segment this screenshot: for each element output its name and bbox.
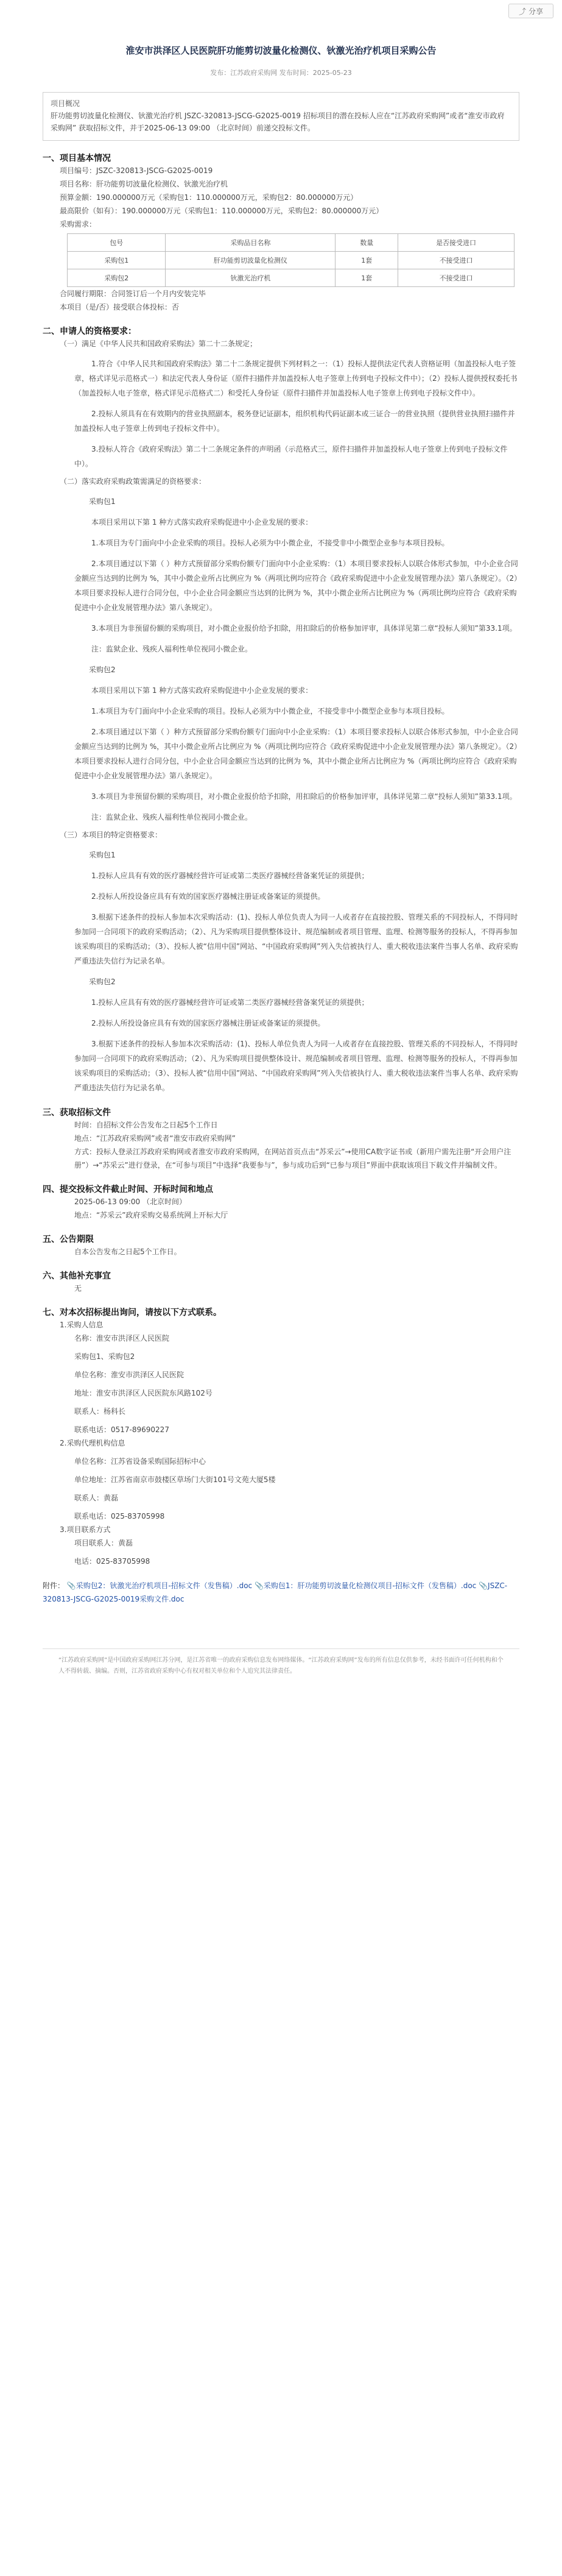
policy-paragraph: 1.本项目为专门面向中小企业采购的项目。投标人必须为中小微企业，不接受非中小微型企业参与本项目投标。 bbox=[91, 539, 449, 547]
publish-meta: 发布：江苏政府采购网 发布时间：2025-05-23 bbox=[210, 69, 352, 77]
attachments-label: 附件： bbox=[43, 1581, 65, 1590]
table-header: 包号 bbox=[68, 234, 166, 252]
consortium-policy: 本项目（是/否）接受联合体投标：否 bbox=[60, 303, 180, 311]
qualification-paragraph: 3.投标人符合《政府采购法》第二十二条规定条件的声明函（示范格式三，原件扫描件并加盖投标人电子签章上传到电子投标文件中）。 bbox=[74, 445, 508, 468]
table-cell: 肝功能剪切波量化检测仪 bbox=[166, 252, 335, 269]
project-contact: 项目联系人：黄磊 bbox=[74, 1539, 133, 1547]
table-cell: 1套 bbox=[335, 269, 398, 287]
package-label: 采购包2 bbox=[89, 978, 116, 986]
share-button[interactable] bbox=[508, 4, 553, 18]
purchaser-contact: 联系人：杨科长 bbox=[74, 1407, 126, 1416]
table-cell: 采购包2 bbox=[68, 269, 166, 287]
policy-note: 注：监狱企业、残疾人福利性单位视同小微企业。 bbox=[91, 813, 253, 821]
specific-requirement: 2.投标人所投设备应具有有效的国家医疗器械注册证或备案证的须提供。 bbox=[91, 892, 325, 901]
table-cell: 1套 bbox=[335, 252, 398, 269]
section-2-title: 二、申请人的资格要求： bbox=[43, 327, 136, 336]
policy-intro: 本项目采用以下第 1 种方式落实政府采购促进中小企业发展的要求： bbox=[91, 686, 313, 695]
section-4-title: 四、提交投标文件截止时间、开标时间和地点 bbox=[43, 1185, 213, 1194]
opening-place: 地点：“苏采云”政府采购交易系统网上开标大厅 bbox=[74, 1211, 228, 1219]
table-cell: 采购包1 bbox=[68, 252, 166, 269]
section-1-title: 一、项目基本情况 bbox=[43, 154, 111, 163]
section-3-title: 三、获取招标文件 bbox=[43, 1108, 111, 1118]
table-cell: 钬激光治疗机 bbox=[166, 269, 335, 287]
project-name: 项目名称：肝功能剪切波量化检测仪、钬激光治疗机 bbox=[60, 180, 228, 188]
summary-heading: 项目概况 bbox=[51, 99, 80, 108]
policy-paragraph: 2.本项目通过以下第（ ）种方式预留部分采购份额专门面向中小企业采购：（1）本项目要求投标人以联合体形式参加，中小企业合同金额应当达到的比例为 %，其中小微企业所占比例应为 %（两项比例均应符合《政府采购促进中小企业发展管理办法》第八条规定）。（2）本项目要求投标人进行合同分包，中小企业合同金额应当达到的比例为 %，其中小微企业所占比例应为 %（两项比例均应符合《政府采购促进中小企业发展管理办法》第八条规定）。 bbox=[74, 728, 518, 780]
attachment-file-name[interactable]: JSZC-320813-JSCG-G2025-0019采购文件.doc bbox=[43, 1581, 508, 1603]
specific-requirement: 3.根据下述条件的投标人参加本次采购活动：(1)、投标人单位负责人为同一人或者存在直接控股、管理关系的不同投标人，不得同时参加同一合同项下的政府采购活动；（2）、凡为采购项目提供整体设计、规范编制或者项目管理、监理、检测等服务的投标人，不得再参加该采购项目的采购活动；（3）、投标人被“信用中国”网站、“中国政府采购网”列入失信被执行人、重大税收违法案件当事人名单、政府采购严重违法失信行为记录名单。 bbox=[74, 913, 518, 965]
share-icon: ⤴ bbox=[518, 7, 526, 16]
announcement-page bbox=[43, 24, 519, 1683]
purchaser-unit: 单位名称：淮安市洪泽区人民医院 bbox=[74, 1371, 184, 1379]
page-title: 淮安市洪泽区人民医院肝功能剪切波量化检测仪、钬激光治疗机项目采购公告 bbox=[125, 45, 437, 56]
attachment-link[interactable] bbox=[67, 1581, 252, 1590]
share-label: 分享 bbox=[529, 7, 544, 16]
table-row bbox=[68, 252, 515, 269]
package-label: 采购包2 bbox=[89, 665, 116, 674]
project-summary-box bbox=[43, 92, 519, 141]
section-7-title: 七、对本次招标提出询问，请按以下方式联系。 bbox=[43, 1308, 222, 1318]
table-cell: 不接受进口 bbox=[398, 269, 515, 287]
qualification-sub-3: （三）本项目的特定资格要求： bbox=[60, 831, 163, 839]
agency-address: 单位地址：江苏省南京市鼓楼区草场门大街101号文苑大厦5楼 bbox=[74, 1475, 276, 1484]
specific-requirement: 1.投标人应具有有效的医疗器械经营许可证或第二类医疗器械经营备案凭证的须提供； bbox=[91, 998, 369, 1007]
paperclip-icon: 📎 bbox=[479, 1581, 488, 1590]
purchaser-address: 地址：淮安市洪泽区人民医院东风路102号 bbox=[74, 1389, 213, 1397]
specific-requirement: 1.投标人应具有有效的医疗器械经营许可证或第二类医疗器械经营备案凭证的须提供； bbox=[91, 871, 369, 880]
obtain-place: 地点：“江苏政府采购网”或者“淮安市政府采购网” bbox=[74, 1134, 236, 1143]
specific-requirement: 3.根据下述条件的投标人参加本次采购活动：(1)、投标人单位负责人为同一人或者存在直接控股、管理关系的不同投标人，不得同时参加同一合同项下的政府采购活动；（2）、凡为采购项目提供整体设计、规范编制或者项目管理、监理、检测等服务的投标人，不得再参加该采购项目的采购活动；（3）、投标人被“信用中国”网站、“中国政府采购网”列入失信被执行人、重大税收违法案件当事人名单、政府采购严重违法失信行为记录名单。 bbox=[74, 1040, 518, 1092]
agency-contact: 联系人：黄磊 bbox=[74, 1494, 119, 1502]
obtain-method: 方式：投标人登录江苏政府采购网或者淮安市政府采购网，在网站首页点击“苏采云”→使用CA数字证书或（新用户需先注册“开会用户注册”）→“苏采云”进行登录，在“可参与项目”中选择“我要参与”，参与成功后到“已参与项目”界面中获取该项目下载文件并编制文件。 bbox=[74, 1148, 511, 1169]
table-cell: 不接受进口 bbox=[398, 252, 515, 269]
table-header-row bbox=[68, 234, 515, 252]
policy-note: 注：监狱企业、残疾人福利性单位视同小微企业。 bbox=[91, 645, 253, 653]
footer-disclaimer: “江苏政府采购网”是中国政府采购网江苏分网，是江苏省唯一的政府采购信息发布网络媒体。“江苏政府采购网”发布的所有信息仅供参考，未经书面许可任何机构和个人不得转载、摘编。否则，江苏省政府采购中心有权对相关单位和个人追究其法律责任。 bbox=[58, 1657, 504, 1675]
deadline-time: 2025-06-13 09:00 （北京时间） bbox=[74, 1198, 186, 1206]
project-number: 项目编号：JSZC-320813-JSCG-G2025-0019 bbox=[60, 166, 213, 175]
max-price: 最高限价（如有）：190.000000万元（采购包1：110.000000万元，采购包2：80.000000万元） bbox=[60, 207, 384, 215]
table-row bbox=[68, 269, 515, 287]
table-header: 采购品目名称 bbox=[166, 234, 335, 252]
attachments bbox=[43, 1579, 519, 1606]
table-header: 数量 bbox=[335, 234, 398, 252]
qualification-paragraph: 2.投标人须具有在有效期内的营业执照副本，税务登记证副本，组织机构代码证副本或三证合一的营业执照（提供营业执照扫描件并加盖投标人电子签章上传到电子投标文件中）。 bbox=[74, 410, 515, 433]
agency-unit: 单位名称：江苏省设备采购国际招标中心 bbox=[74, 1457, 206, 1466]
policy-intro: 本项目采用以下第 1 种方式落实政府采购促进中小企业发展的要求： bbox=[91, 518, 313, 527]
procurement-needs-label: 采购需求： bbox=[60, 220, 97, 229]
policy-paragraph: 1.本项目为专门面向中小企业采购的项目。投标人必须为中小微企业，不接受非中小微型企业参与本项目投标。 bbox=[91, 707, 449, 715]
paperclip-icon: 📎 bbox=[254, 1581, 264, 1590]
qualification-sub-2: （二）落实政府采购政策需满足的资格要求： bbox=[60, 477, 206, 486]
procurement-table bbox=[67, 233, 515, 287]
purchaser-phone: 联系电话：0517-89690227 bbox=[74, 1425, 169, 1434]
table-header: 是否接受进口 bbox=[398, 234, 515, 252]
contract-term: 合同履行期限：合同签订后一个月内安装完毕 bbox=[60, 289, 206, 298]
purchaser-name: 名称：淮安市洪泽区人民医院 bbox=[74, 1334, 170, 1343]
other-matters: 无 bbox=[74, 1284, 82, 1293]
obtain-time: 时间：自招标文件公告发布之日起5个工作日 bbox=[74, 1121, 218, 1129]
qualification-sub-1: （一）满足《中华人民共和国政府采购法》第二十二条规定； bbox=[60, 339, 258, 348]
purchaser-info-heading: 1.采购人信息 bbox=[60, 1321, 104, 1329]
summary-text: 肝功能剪切波量化检测仪、钬激光治疗机 JSZC-320813-JSCG-G2025-0019 招标项目的潜在投标人应在“江苏政府采购网”或者“淮安市政府采购网” 获取招标文件，并于2025-06-13 09:00 （北京时间）前递交投标文件。 bbox=[51, 112, 505, 132]
budget-amount: 预算金额：190.000000万元（采购包1：110.000000万元，采购包2：80.000000万元） bbox=[60, 193, 358, 202]
attachment-file-name[interactable]: 采购包2：钬激光治疗机项目-招标文件（发售稿）.doc bbox=[76, 1581, 253, 1590]
section-5-title: 五、公告期限 bbox=[43, 1235, 94, 1244]
agency-info-heading: 2.采购代理机构信息 bbox=[60, 1439, 125, 1447]
project-contact-heading: 3.项目联系方式 bbox=[60, 1525, 111, 1534]
notice-period: 自本公告发布之日起5个工作日。 bbox=[74, 1247, 181, 1256]
qualification-paragraph: 1.符合《中华人民共和国政府采购法》第二十二条规定提供下列材料之一：（1）投标人提供法定代表人资格证明（加盖投标人电子签章，格式详见示范格式一）和法定代表人身份证（原件扫描件并加盖投标人电子签章上传到电子投标文件中）；（2）投标人提供授权委托书（加盖投标人电子签章，格式详见示范格式二）和受托人身份证（原件扫描件并加盖投标人电子签章上传到电子投标文件中）。 bbox=[74, 360, 518, 397]
package-label: 采购包1 bbox=[89, 497, 116, 506]
paperclip-icon: 📎 bbox=[66, 1581, 76, 1590]
package-label: 采购包1 bbox=[89, 851, 116, 859]
specific-requirement: 2.投标人所投设备应具有有效的国家医疗器械注册证或备案证的须提供。 bbox=[91, 1019, 325, 1027]
policy-paragraph: 3.本项目为非预留份额的采购项目，对小微企业报价给予扣除，用扣除后的价格参加评审，具体详见第二章“投标人须知”第33.1项。 bbox=[91, 624, 517, 633]
policy-paragraph: 3.本项目为非预留份额的采购项目，对小微企业报价给予扣除，用扣除后的价格参加评审，具体详见第二章“投标人须知”第33.1项。 bbox=[91, 792, 517, 801]
attachment-link[interactable] bbox=[255, 1581, 476, 1590]
attachment-file-name[interactable]: 采购包1：肝功能剪切波量化检测仪项目-招标文件（发售稿）.doc bbox=[263, 1581, 477, 1590]
purchaser-packages: 采购包1、采购包2 bbox=[74, 1352, 135, 1361]
project-phone: 电话：025-83705998 bbox=[74, 1557, 150, 1566]
policy-paragraph: 2.本项目通过以下第（ ）种方式预留部分采购份额专门面向中小企业采购：（1）本项目要求投标人以联合体形式参加，中小企业合同金额应当达到的比例为 %，其中小微企业所占比例应为 %（两项比例均应符合《政府采购促进中小企业发展管理办法》第八条规定）。（2）本项目要求投标人进行合同分包，中小企业合同金额应当达到的比例为 %，其中小微企业所占比例应为 %（两项比例均应符合《政府采购促进中小企业发展管理办法》第八条规定）。 bbox=[74, 559, 518, 612]
agency-phone: 联系电话：025-83705998 bbox=[74, 1512, 165, 1520]
section-6-title: 六、其他补充事宜 bbox=[43, 1271, 111, 1281]
